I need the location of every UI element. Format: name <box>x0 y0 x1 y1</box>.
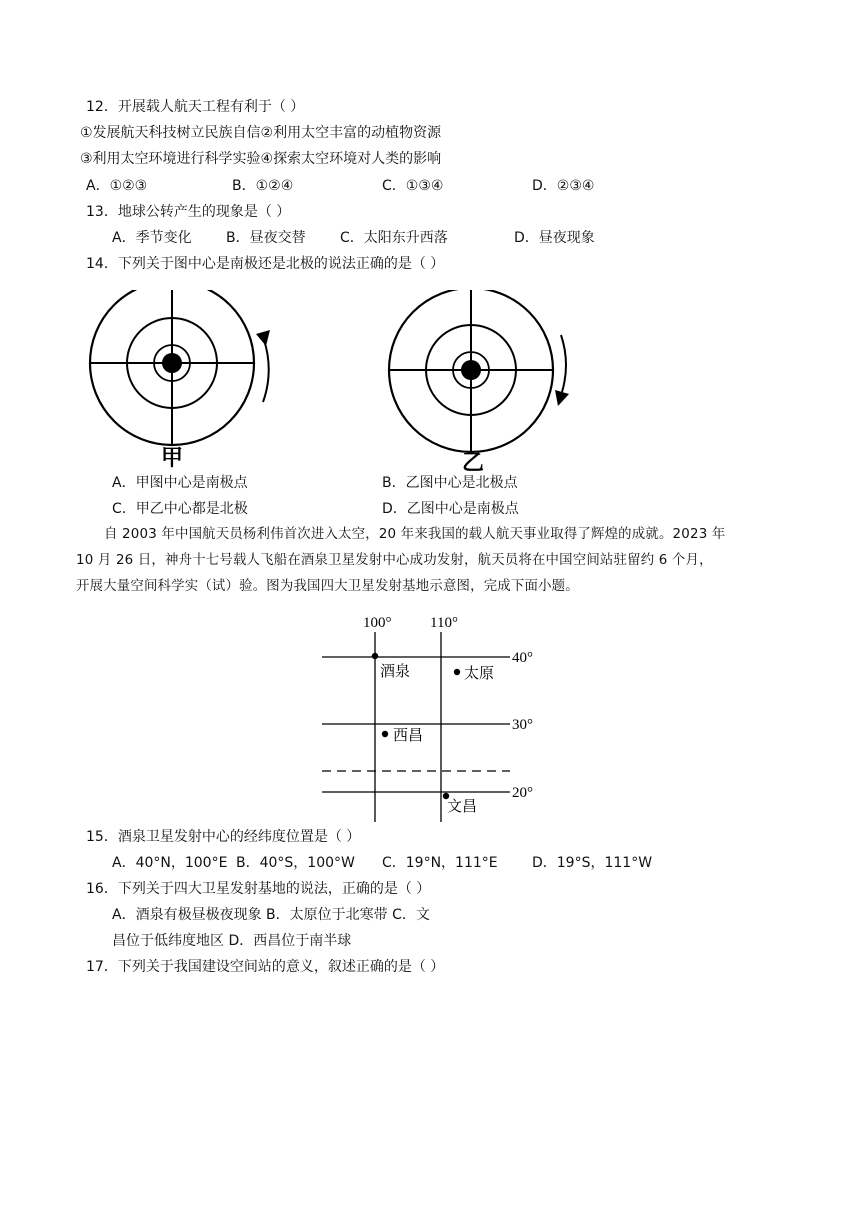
q12-option-d: D．②③④ <box>532 178 595 194</box>
lon-label-110: 110° <box>430 615 458 631</box>
figure-label-yi: 乙 <box>461 450 485 475</box>
site-taiyuan: 太原 <box>464 666 495 682</box>
q12-item-line1: ①发展航天科技树立民族自信②利用太空丰富的动植物资源 <box>80 125 442 141</box>
q14-option-d: D．乙图中心是南极点 <box>382 501 519 517</box>
lat-label-30: 30° <box>512 717 533 733</box>
q15-stem: 15．酒泉卫星发射中心的经纬度位置是（ ） <box>86 829 361 845</box>
q15-option-c: C．19°N，111°E <box>382 855 498 871</box>
lon-label-100: 100° <box>363 615 392 631</box>
reading-passage <box>76 522 782 600</box>
passage-line-3: 开展大量空间科学实（试）验。图为我国四大卫星发射基地示意图，完成下面小题。 <box>76 579 579 594</box>
q13-stem: 13．地球公转产生的现象是（ ） <box>86 204 291 220</box>
q13-option-c: C．太阳东升西落 <box>340 230 448 246</box>
q13-option-b: B．昼夜交替 <box>226 230 306 246</box>
polar-figure-yi <box>380 290 580 475</box>
site-jiuquan: 酒泉 <box>380 664 411 680</box>
q17-stem: 17．下列关于我国建设空间站的意义，叙述正确的是（ ） <box>86 959 445 975</box>
figure-label-jia: 甲 <box>160 445 184 470</box>
q15-option-a: A．40°N，100°E <box>112 855 228 871</box>
launch-sites-map <box>310 608 550 828</box>
site-xichang: 西昌 <box>393 728 424 744</box>
polar-figure-jia <box>80 290 280 475</box>
q16-stem: 16．下列关于四大卫星发射基地的说法，正确的是（ ） <box>86 881 431 897</box>
site-wenchang: 文昌 <box>447 799 478 815</box>
q12-option-c: C．①③④ <box>382 178 444 194</box>
q12-option-b: B．①②④ <box>232 178 294 194</box>
lat-label-20: 20° <box>512 785 533 801</box>
q12-option-a: A．①②③ <box>86 178 148 194</box>
q13-option-d: D．昼夜现象 <box>514 230 595 246</box>
passage-line-1: 自 2003 年中国航天员杨利伟首次进入太空，20 年来我国的载人航天事业取得了辉煌的成就。2023 年 <box>104 527 726 542</box>
q16-options-line1: A．酒泉有极昼极夜现象 B．太原位于北寒带 C．文 <box>112 907 430 923</box>
q14-option-c: C．甲乙中心都是北极 <box>112 501 248 517</box>
lat-label-40: 40° <box>512 650 533 666</box>
q15-option-d: D．19°S，111°W <box>532 855 653 871</box>
q16-options-line2: 昌位于低纬度地区 D．西昌位于南半球 <box>112 933 352 949</box>
q14-option-b: B．乙图中心是北极点 <box>382 475 518 491</box>
q15-option-b: B．40°S，100°W <box>236 855 355 871</box>
q13-option-a: A．季节变化 <box>112 230 192 246</box>
q14-option-a: A．甲图中心是南极点 <box>112 475 248 491</box>
q12-stem: 12．开展载人航天工程有利于（ ） <box>86 99 305 115</box>
q12-item-line2: ③利用太空环境进行科学实验④探索太空环境对人类的影响 <box>80 151 442 167</box>
q14-stem: 14．下列关于图中心是南极还是北极的说法正确的是（ ） <box>86 256 445 272</box>
passage-line-2: 10 月 26 日，神舟十七号载人飞船在酒泉卫星发射中心成功发射，航天员将在中国空间站驻留约 6 个月， <box>76 553 713 568</box>
